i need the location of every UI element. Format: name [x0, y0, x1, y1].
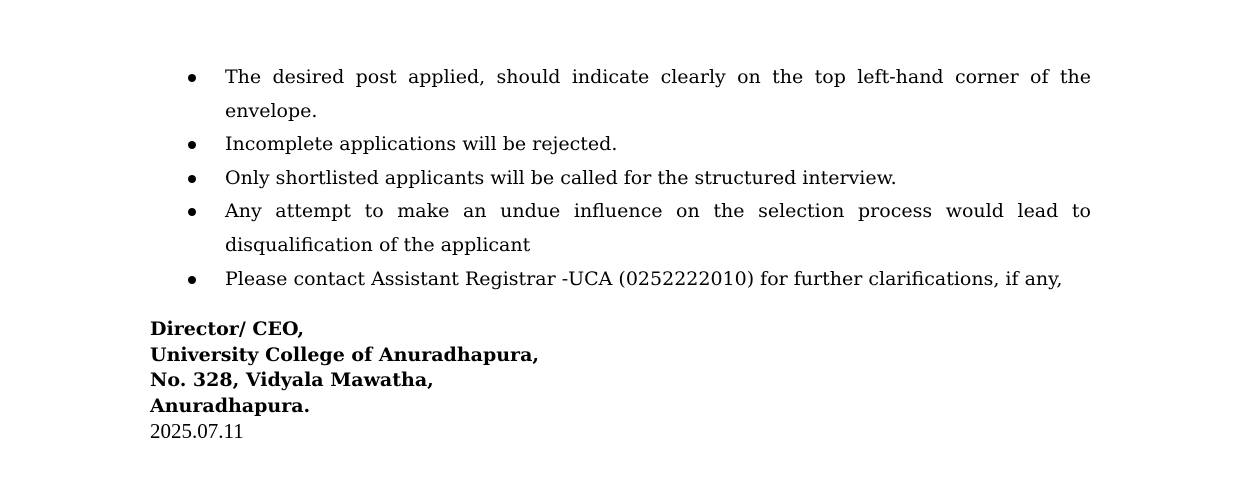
document-date: 2025.07.11: [150, 419, 244, 443]
list-item: [150, 263, 1091, 297]
list-item: [150, 195, 1091, 262]
instruction-list: [150, 61, 1091, 296]
bullet-icon: [188, 74, 196, 82]
instruction-text: The desired post applied, should indicate clearly on the top left-hand corner of the envelope.: [225, 66, 1091, 122]
list-item: [150, 162, 1091, 196]
instruction-text: Any attempt to make an undue influence on the selection process would lead to disqualification of the applicant: [225, 200, 1091, 256]
instruction-text: Incomplete applications will be rejected.: [225, 133, 618, 156]
city-name: Anuradhapura.: [150, 394, 311, 417]
signatory-title: Director/ CEO,: [150, 318, 305, 340]
instruction-text: Please contact Assistant Registrar -UCA (0252222010) for further clarifications, if any,: [225, 267, 1063, 290]
instruction-text: Only shortlisted applicants will be called for the structured interview.: [225, 166, 897, 189]
bullet-icon: [188, 141, 196, 149]
list-item: [150, 61, 1091, 128]
list-item: [150, 128, 1091, 162]
signature-block: [150, 317, 850, 445]
bullet-icon: [188, 276, 196, 284]
bullet-icon: [188, 175, 196, 183]
institution-name: University College of Anuradhapura,: [150, 343, 539, 366]
street-address: No. 328, Vidyala Mawatha,: [150, 369, 434, 391]
bullet-icon: [188, 208, 196, 216]
